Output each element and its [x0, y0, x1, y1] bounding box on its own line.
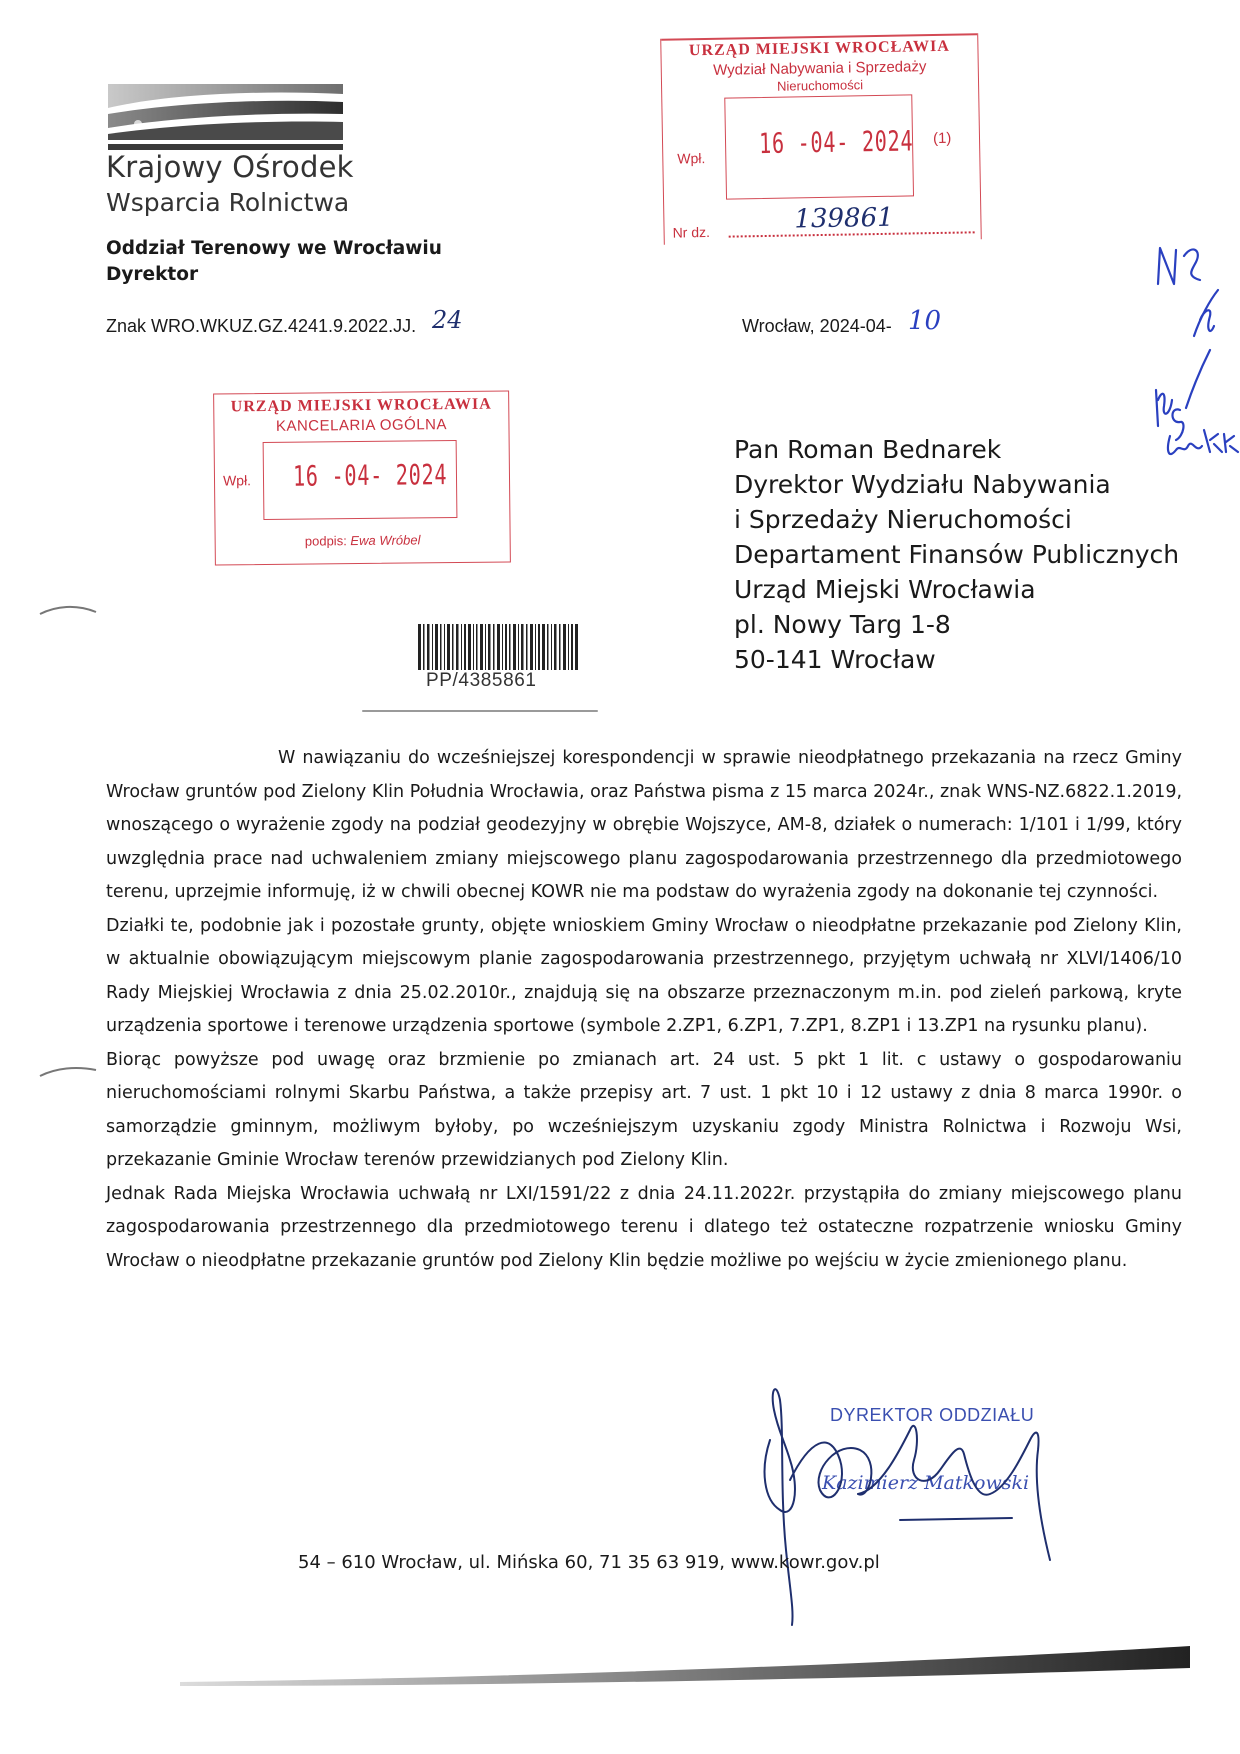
margin-handwriting-icon	[1140, 240, 1240, 490]
stamp-number-handwritten: 139861	[794, 202, 894, 235]
stamp-subtitle: KANCELARIA OGÓLNA	[275, 416, 448, 435]
stamp-title: URZĄD MIEJSKI WROCŁAWIA	[230, 395, 492, 416]
stamp-received-date: 16 -04- 2024	[758, 124, 914, 161]
addressee-street: pl. Nowy Targ 1-8	[734, 610, 951, 639]
reference-handwritten: 24	[432, 306, 463, 334]
barcode-icon	[418, 624, 580, 670]
stamp-number-label: Nr dz.	[672, 223, 711, 241]
org-name-line2: Wsparcia Rolnictwa	[106, 188, 350, 217]
addressee-line: Dyrektor Wydziału Nabywania	[734, 470, 1111, 499]
stamp-signature	[216, 531, 510, 549]
signature-name: Kazimierz Matkowski	[822, 1472, 1030, 1494]
barcode-number: PP/4385861	[426, 670, 537, 691]
divider	[362, 710, 598, 712]
footer-address: 54 – 610 Wrocław, ul. Mińska 60, 71 35 63 919, www.kowr.gov.pl	[298, 1552, 880, 1573]
body-paragraph: Biorąc powyższe pod uwagę oraz brzmienie po zmianach art. 24 ust. 5 pkt 1 lit. c ustawy o gospodarowaniu nieruchomościami rolnymi Skarbu Państwa, a także przepisy art. 7 ust. 1 pkt 10 i 12 ustawy z dnia 8 marca 1990r. o samorządzie gminnym, możliwym byłoby, po wcześniejszym uzyskaniu zgody Ministra Rolnictwa i Rozwoju Wsi, przekazanie Gminie Wrocław terenów przewidzianych pod Zielony Klin.	[106, 1049, 1182, 1170]
date-handwritten: 10	[908, 306, 942, 336]
stamp-signature-name: Ewa Wróbel	[350, 532, 421, 549]
scan-mark	[36, 1060, 100, 1080]
org-name-line1: Krajowy Ośrodek	[106, 150, 354, 184]
scan-mark	[36, 600, 100, 620]
received-stamp-office	[213, 390, 511, 565]
reference-number: Znak WRO.WKUZ.GZ.4241.9.2022.JJ.	[106, 316, 417, 336]
stamp-subtitle-2: Nieruchomości	[776, 77, 864, 94]
addressee-line: i Sprzedaży Nieruchomości	[734, 505, 1072, 534]
stamp-received-label: Wpł.	[677, 150, 706, 167]
body-paragraph: Jednak Rada Miejska Wrocławia uchwałą nr LXI/1591/22 z dnia 24.11.2022r. przystąpiła do zmiany miejscowego planu zagospodarowania przestrzennego dla przedmiotowego terenu i dlatego też ostateczne rozpatrzenie wniosku Gminy Wrocław o nieodpłatne przekazanie gruntów pod Zielony Klin będzie możliwe po wejściu w życie zmienionego planu.	[106, 1183, 1182, 1271]
stamp-title: URZĄD MIEJSKI WROCŁAWIA	[688, 37, 951, 60]
letter-date: Wrocław, 2024-04-	[742, 316, 892, 336]
addressee-line: Departament Finansów Publicznych	[734, 540, 1180, 569]
addressee-name: Pan Roman Bednarek	[734, 435, 1002, 464]
scan-edge-shadow	[100, 1634, 1240, 1714]
letter-body	[106, 742, 1182, 1278]
stamp-received-date: 16 -04- 2024	[292, 458, 448, 493]
body-paragraph: W nawiązaniu do wcześniejszej korespondencji w sprawie nieodpłatnego przekazania na rzecz Gminy Wrocław gruntów pod Zielony Klin Południa Wrocławia, oraz Państwa pisma z 15 marca 2024r., znak WNS-NZ.6822.1.2019, wnoszącego o wyrażenie zgody na podział geodezyjny w obrębie Wojszyce, AM-8, działek o numerach: 1/101 i 1/99, który uwzględnia prace nad uchwaleniem zmiany miejscowego planu zagospodarowania przestrzennego dla przedmiotowego terenu, uprzejmie informuję, iż w chwili obecnej KOWR nie ma podstaw do wyrażenia zgody na dokonanie tej czynności.	[106, 748, 1183, 902]
stamp-signature-label: podpis:	[304, 533, 347, 549]
stamp-received-label: Wpł.	[222, 472, 252, 489]
addressee-city: 50-141 Wrocław	[734, 645, 936, 674]
signature-title: DYREKTOR ODDZIAŁU	[830, 1405, 1035, 1425]
stamp-copies: (1)	[932, 129, 952, 148]
sender-role: Dyrektor	[106, 264, 199, 285]
stamp-subtitle: Wydział Nabywania i Sprzedaży	[712, 58, 927, 79]
body-paragraph: Działki te, podobnie jak i pozostałe grunty, objęte wnioskiem Gminy Wrocław o nieodpłatne przekazanie pod Zielony Klin, w aktualnie obowiązującym miejscowym planie zagospodarowania przestrzennego, przyjętym uchwałą nr XLVI/1406/10 Rady Miejskiej Wrocławia z dnia 25.02.2010r., znajdują się na obszarze przeznaczonym m.in. pod zieleń parkową, kryte urządzenia sportowe i terenowe urządzenia sportowe (symbole 2.ZP1, 6.ZP1, 7.ZP1, 8.ZP1 i 13.ZP1 na rysunku planu).	[106, 915, 1182, 1036]
addressee-block	[734, 432, 1179, 677]
kowr-logo-icon	[108, 84, 343, 150]
handwritten-signature-icon	[750, 1370, 1090, 1630]
received-stamp-department	[660, 33, 982, 245]
addressee-line: Urząd Miejski Wrocławia	[734, 575, 1036, 604]
branch-name: Oddział Terenowy we Wrocławiu	[106, 238, 442, 259]
